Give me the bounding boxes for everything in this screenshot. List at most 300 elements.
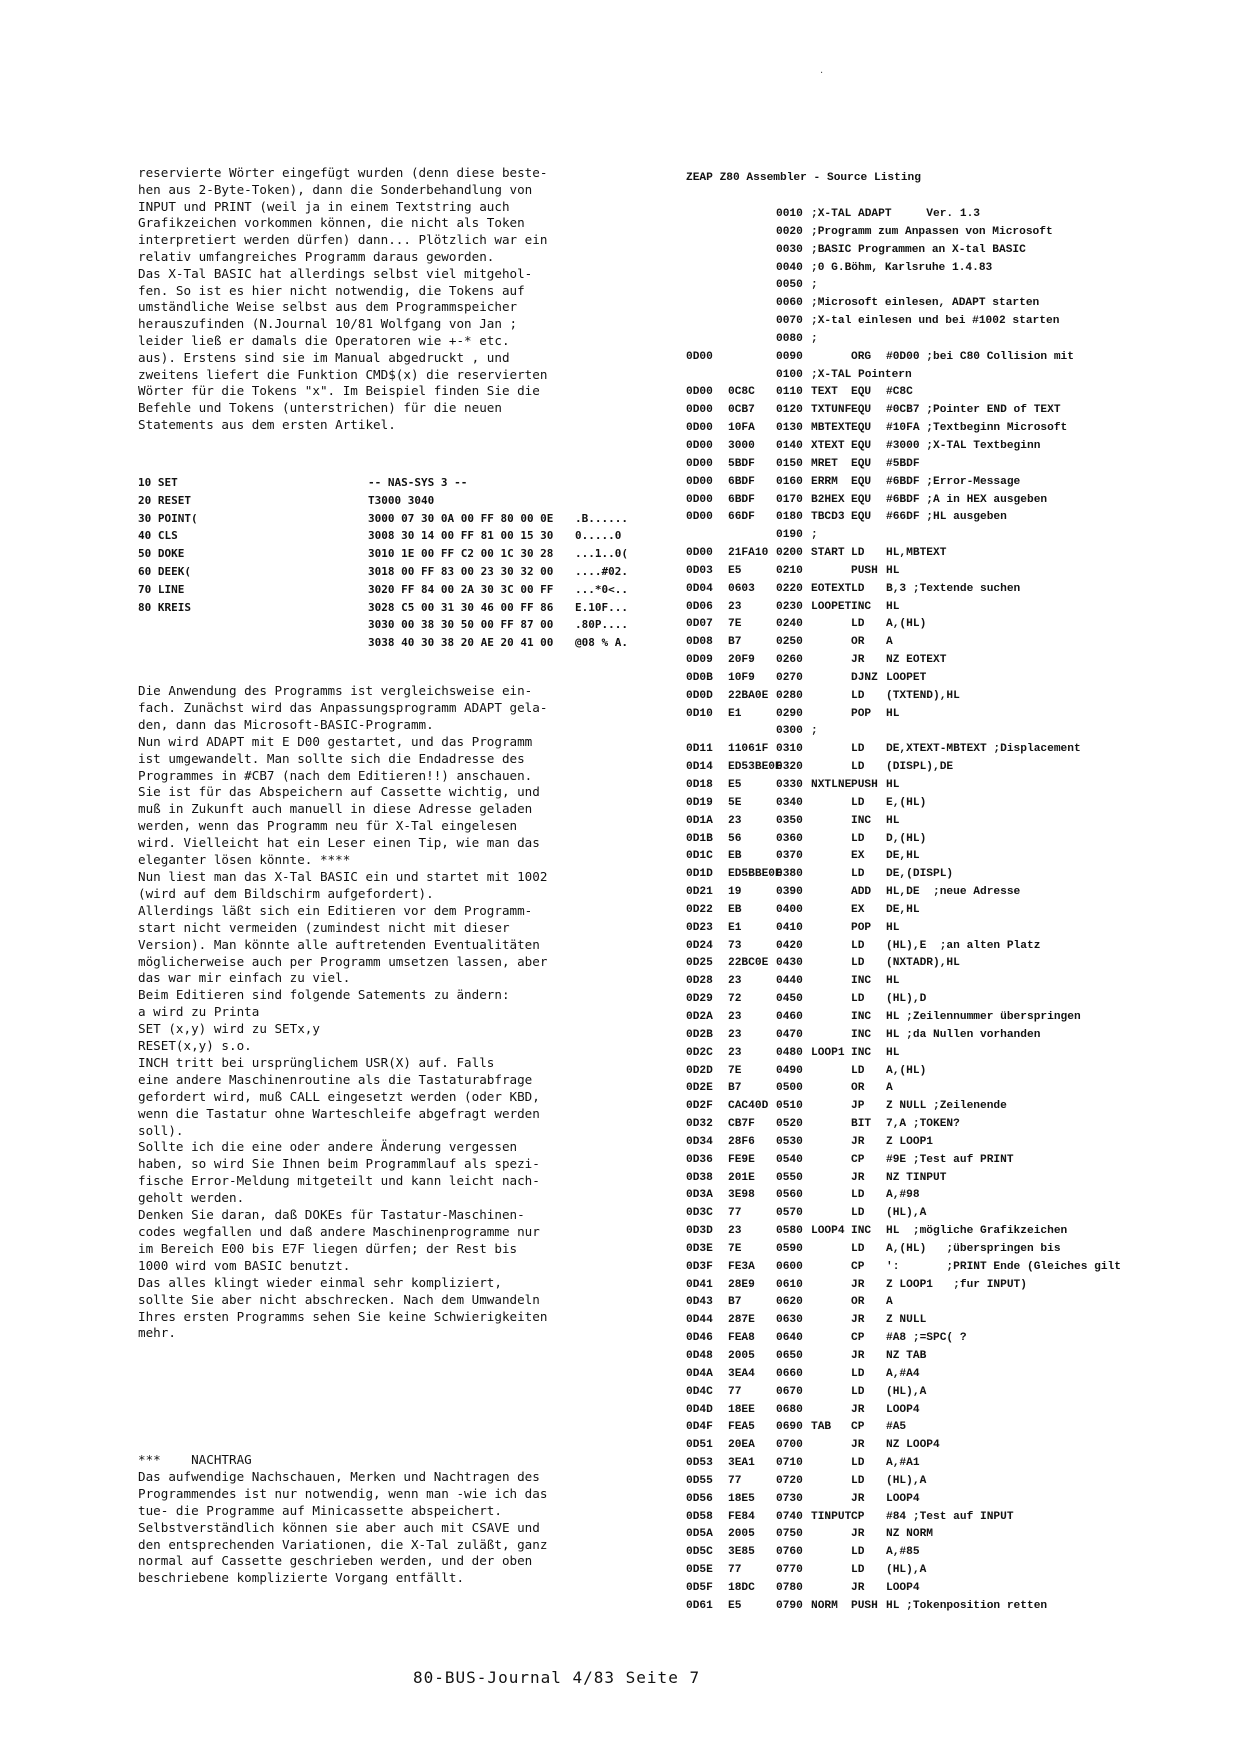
- asm-row: [686, 743, 1206, 761]
- asm-code: FEA5: [728, 1421, 755, 1434]
- asm-line: 0700: [776, 1439, 803, 1452]
- asm-row: [686, 458, 1206, 476]
- asm-row: [686, 440, 1206, 458]
- asm-row: [686, 1564, 1206, 1582]
- asm-arg: #A8 ;=SPC( ?: [886, 1332, 967, 1345]
- asm-addr: 0D00: [686, 439, 713, 452]
- asm-code: 5E: [728, 796, 742, 809]
- asm-lab: ;: [811, 332, 818, 345]
- asm-op: LD: [851, 743, 865, 756]
- text-line: a wird zu Printa: [138, 1004, 260, 1020]
- text-line: Beim Editieren sind folgende Satements zu ändern:: [138, 987, 510, 1003]
- asm-addr: 0D43: [686, 1296, 713, 1309]
- text-line: Das X-Tal BASIC hat allerdings selbst viel mitgehol-: [138, 265, 533, 281]
- asm-line: 0680: [776, 1403, 803, 1416]
- asm-line: 0060: [776, 297, 803, 310]
- intro-text: [138, 165, 618, 434]
- asm-code: 73: [728, 939, 742, 952]
- assembler-listing: [686, 172, 1206, 1618]
- asm-row: [686, 1386, 1206, 1404]
- asm-lab: ;: [811, 529, 818, 542]
- asm-op: INC: [851, 600, 872, 613]
- asm-op: LD: [851, 582, 865, 595]
- asm-addr: 0D00: [686, 457, 713, 470]
- text-line: wird. Vielleicht hat ein Leser einen Tip, wie man das: [138, 835, 540, 851]
- text-line: ist umgewandelt. Man sollte sich die Endadresse des: [138, 750, 525, 766]
- asm-code: FE9E: [728, 1153, 755, 1166]
- asm-row: [686, 1475, 1206, 1493]
- asm-op: EQU: [851, 404, 872, 417]
- asm-code: 3000: [728, 439, 755, 452]
- text-line: umständliche Weise selbst aus dem Programmspeicher: [138, 299, 518, 315]
- asm-code: 0CB7: [728, 404, 755, 417]
- asm-row: [686, 1296, 1206, 1314]
- asm-code: 7E: [728, 1242, 742, 1255]
- asm-arg: (DISPL),DE: [886, 761, 954, 774]
- asm-addr: 0D38: [686, 1171, 713, 1184]
- asm-line: 0520: [776, 1118, 803, 1131]
- asm-line: 0740: [776, 1510, 803, 1523]
- asm-code: 3E85: [728, 1546, 755, 1559]
- asm-line: 0320: [776, 761, 803, 774]
- asm-line: 0230: [776, 600, 803, 613]
- asm-addr: 0D46: [686, 1332, 713, 1345]
- asm-op: INC: [851, 1010, 872, 1023]
- asm-addr: 0D24: [686, 939, 713, 952]
- asm-code: 10FA: [728, 422, 755, 435]
- asm-lab: ERRM: [811, 475, 838, 488]
- asm-row: [686, 1600, 1206, 1618]
- listing-ascii: E.10F...: [575, 600, 628, 614]
- asm-arg: E,(HL): [886, 796, 927, 809]
- asm-arg: A,(HL): [886, 618, 927, 631]
- asm-op: LD: [851, 1367, 865, 1380]
- asm-line: 0610: [776, 1278, 803, 1291]
- asm-arg: LOOP4: [886, 1403, 920, 1416]
- asm-arg: Z NULL ;Zeilenende: [886, 1100, 1007, 1113]
- asm-line: 0440: [776, 975, 803, 988]
- asm-line: 0560: [776, 1189, 803, 1202]
- asm-row: [686, 797, 1206, 815]
- asm-line: 0100: [776, 368, 803, 381]
- asm-code: 6BDF: [728, 493, 755, 506]
- asm-code: 22BC0E: [728, 957, 769, 970]
- asm-arg: A,#A4: [886, 1367, 920, 1380]
- text-line: INCH tritt bei ursprünglichem USR(X) auf. Falls: [138, 1054, 495, 1070]
- asm-row: [686, 1207, 1206, 1225]
- text-line: Befehle und Tokens (unterstrichen) für die neuen: [138, 400, 502, 416]
- asm-line: 0490: [776, 1064, 803, 1077]
- text-line: beschriebene komplizierte Vorgang entfällt.: [138, 1570, 465, 1586]
- asm-line: 0570: [776, 1207, 803, 1220]
- asm-row: [686, 636, 1206, 654]
- listing-row: [138, 616, 638, 634]
- asm-lab: EOTEXT: [811, 582, 852, 595]
- listing-stmt: 80 KREIS: [138, 600, 191, 614]
- asm-line: 0770: [776, 1564, 803, 1577]
- text-line: reservierte Wörter eingefügt wurden (denn diese beste-: [138, 165, 548, 180]
- asm-arg: HL,MBTEXT: [886, 547, 947, 560]
- asm-addr: 0D14: [686, 761, 713, 774]
- listing-stmt: 30 POINT(: [138, 511, 198, 525]
- asm-row: [686, 494, 1206, 512]
- listing-stmt: 40 CLS: [138, 529, 178, 543]
- asm-line: 0140: [776, 439, 803, 452]
- asm-op: LD: [851, 868, 865, 881]
- listing-ascii: ...*0<..: [575, 582, 628, 596]
- asm-arg: HL: [886, 564, 900, 577]
- asm-addr: 0D5C: [686, 1546, 713, 1559]
- asm-addr: 0D58: [686, 1510, 713, 1523]
- asm-row: [686, 708, 1206, 726]
- asm-arg: HL ;da Nullen vorhanden: [886, 1028, 1041, 1041]
- asm-arg: A,#98: [886, 1189, 920, 1202]
- asm-op: LD: [851, 832, 865, 845]
- asm-row: [686, 1439, 1206, 1457]
- asm-line: 0670: [776, 1385, 803, 1398]
- asm-line: 0330: [776, 779, 803, 791]
- asm-arg: (HL),E ;an alten Platz: [886, 939, 1041, 952]
- asm-op: LD: [851, 1457, 865, 1470]
- asm-arg: A: [886, 636, 893, 649]
- asm-row: [686, 476, 1206, 494]
- asm-addr: 0D44: [686, 1314, 713, 1327]
- asm-arg: A: [886, 1296, 893, 1309]
- asm-addr: 0D1A: [686, 814, 713, 827]
- asm-line: 0220: [776, 582, 803, 595]
- text-line: codes wegfallen und daß andere Maschinenprogramme nur: [138, 1224, 540, 1239]
- asm-addr: 0D55: [686, 1474, 713, 1487]
- asm-code: 23: [728, 1028, 742, 1041]
- text-line: (wird auf dem Bildschirm aufgefordert).: [138, 885, 434, 901]
- text-line: Wörter für die Tokens "x". Im Beispiel finden Sie die: [138, 383, 540, 399]
- asm-lab: ;X-tal einlesen und bei #1002 starten: [811, 315, 1060, 328]
- text-line: haben, so wird Sie Ihnen beim Programmlauf als spezi-: [138, 1156, 540, 1172]
- text-line: fach. Zunächst wird das Anpassungsprogramm ADAPT gela-: [138, 699, 548, 715]
- asm-code: 21FA10: [728, 547, 769, 560]
- asm-row: [686, 1011, 1206, 1029]
- asm-op: LD: [851, 689, 865, 702]
- asm-addr: 0D00: [686, 422, 713, 435]
- asm-op: LD: [851, 1474, 865, 1487]
- asm-code: 66DF: [728, 511, 755, 524]
- listing-row: [138, 563, 638, 581]
- asm-addr: 0D36: [686, 1153, 713, 1166]
- text-line: Nun liest man das X-Tal BASIC ein und startet mit 1002: [138, 868, 548, 884]
- listing-hex: 3030 00 38 30 50 00 FF 87 00: [368, 618, 554, 632]
- asm-row: [686, 1279, 1206, 1297]
- asm-op: EQU: [851, 493, 872, 506]
- asm-arg: (HL),A: [886, 1474, 927, 1487]
- asm-addr: 0D5E: [686, 1564, 713, 1577]
- asm-code: E5: [728, 779, 742, 791]
- asm-line: 0020: [776, 225, 803, 238]
- asm-line: 0050: [776, 279, 803, 292]
- asm-line: 0120: [776, 404, 803, 417]
- text-line: gefordert wird, muß CALL eingesetzt werden (oder KBD,: [138, 1088, 540, 1104]
- asm-row: [686, 618, 1206, 636]
- asm-line: 0340: [776, 796, 803, 809]
- asm-op: EQU: [851, 457, 872, 470]
- asm-addr: 0D41: [686, 1278, 713, 1291]
- asm-line: 0550: [776, 1171, 803, 1184]
- asm-arg: #A5: [886, 1421, 907, 1434]
- listing-stmt: 10 SET: [138, 476, 178, 489]
- asm-addr: 0D53: [686, 1457, 713, 1470]
- asm-op: LD: [851, 1207, 865, 1220]
- asm-arg: #3000 ;X-TAL Textbeginn: [886, 439, 1041, 452]
- asm-op: LD: [851, 1064, 865, 1077]
- asm-line: 0190: [776, 529, 803, 542]
- scan-speck: ·: [820, 68, 824, 79]
- asm-code: 56: [728, 832, 742, 845]
- asm-addr: 0D1B: [686, 832, 713, 845]
- asm-row: [686, 244, 1206, 262]
- asm-code: 2005: [728, 1528, 755, 1541]
- asm-line: 0200: [776, 547, 803, 560]
- asm-arg: ': ;PRINT Ende (Gleiches gilt: [886, 1260, 1121, 1273]
- asm-addr: 0D3F: [686, 1260, 713, 1273]
- asm-addr: 0D32: [686, 1118, 713, 1131]
- asm-code: 23: [728, 814, 742, 827]
- asm-row: [686, 1332, 1206, 1350]
- body-text: [138, 683, 618, 1342]
- text-line: Statements aus dem ersten Artikel.: [138, 416, 396, 432]
- asm-arg: #6BDF ;Error-Message: [886, 475, 1021, 488]
- listing-hex: 3000 07 30 0A 00 FF 80 00 0E: [368, 511, 554, 525]
- asm-row: [686, 297, 1206, 315]
- asm-line: 0620: [776, 1296, 803, 1309]
- text-line: Programmendes ist nur notwendig, wenn man -wie ich das: [138, 1485, 548, 1501]
- asm-code: 3E98: [728, 1189, 755, 1202]
- asm-row: [686, 208, 1206, 226]
- asm-line: 0600: [776, 1260, 803, 1273]
- asm-arg: HL: [886, 779, 900, 791]
- asm-line: 0250: [776, 636, 803, 649]
- asm-lab: ;BASIC Programmen an X-tal BASIC: [811, 243, 1026, 256]
- asm-arg: HL: [886, 707, 900, 720]
- asm-addr: 0D56: [686, 1492, 713, 1505]
- asm-code: 28E9: [728, 1278, 755, 1291]
- text-line: fen. So ist es hier nicht notwendig, die Tokens auf: [138, 282, 525, 298]
- asm-line: 0010: [776, 208, 803, 220]
- asm-op: JR: [851, 1492, 865, 1505]
- asm-addr: 0D00: [686, 511, 713, 524]
- listing-hex: -- NAS-SYS 3 --: [368, 476, 468, 489]
- asm-line: 0480: [776, 1046, 803, 1059]
- asm-op: LD: [851, 1546, 865, 1559]
- asm-line: 0070: [776, 315, 803, 328]
- asm-op: PUSH: [851, 1599, 878, 1612]
- text-line: möglicherweise auch per Programm umsetzen lassen, aber: [138, 953, 548, 969]
- asm-code: 28F6: [728, 1135, 755, 1148]
- asm-op: CP: [851, 1153, 865, 1166]
- text-line: geholt werden.: [138, 1190, 245, 1206]
- asm-op: JR: [851, 1439, 865, 1452]
- asm-row: [686, 1493, 1206, 1511]
- listing-hex: 3018 00 FF 83 00 23 30 32 00: [368, 564, 554, 578]
- asm-line: 0460: [776, 1010, 803, 1023]
- asm-addr: 0D00: [686, 475, 713, 488]
- asm-code: 22BA0E: [728, 689, 769, 702]
- asm-code: FE84: [728, 1510, 755, 1523]
- asm-op: LD: [851, 1564, 865, 1577]
- nachtrag-title: *** NACHTRAG: [138, 1452, 252, 1467]
- asm-addr: 0D61: [686, 1599, 713, 1612]
- asm-arg: #0CB7 ;Pointer END of TEXT: [886, 404, 1061, 417]
- asm-op: JR: [851, 1135, 865, 1148]
- asm-line: 0160: [776, 475, 803, 488]
- text-line: aus). Erstens sind sie im Manual abgedruckt , und: [138, 349, 510, 365]
- asm-lab: ;0 G.Böhm, Karlsruhe 1.4.83: [811, 261, 993, 274]
- asm-lab: TEXT: [811, 386, 838, 399]
- asm-addr: 0D48: [686, 1350, 713, 1362]
- page-footer: 80-BUS-Journal 4/83 Seite 7: [413, 1668, 701, 1687]
- asm-line: 0760: [776, 1546, 803, 1559]
- asm-row: [686, 850, 1206, 868]
- asm-lab: LOOP1: [811, 1046, 845, 1059]
- asm-row: [686, 815, 1206, 833]
- asm-row: [686, 369, 1206, 387]
- text-line: tue- die Programme auf Minicassette abspeichert.: [138, 1502, 502, 1518]
- text-line: INPUT und PRINT (weil ja in einem Textstring auch: [138, 198, 510, 214]
- asm-arg: (HL),A: [886, 1207, 927, 1220]
- asm-row: [686, 672, 1206, 690]
- asm-arg: NZ NORM: [886, 1528, 933, 1541]
- asm-addr: 0D3A: [686, 1189, 713, 1202]
- asm-op: LD: [851, 1385, 865, 1398]
- asm-lab: TAB: [811, 1421, 832, 1434]
- asm-op: PUSH: [851, 564, 878, 577]
- asm-row: [686, 993, 1206, 1011]
- asm-arg: HL ;mögliche Grafikzeichen: [886, 1225, 1068, 1238]
- asm-op: LD: [851, 796, 865, 809]
- asm-arg: (NXTADR),HL: [886, 957, 960, 970]
- asm-arg: Z LOOP1: [886, 1135, 933, 1148]
- asm-line: 0110: [776, 386, 803, 399]
- asm-line: 0790: [776, 1599, 803, 1612]
- asm-code: 0C8C: [728, 386, 755, 399]
- asm-addr: 0D0B: [686, 671, 713, 684]
- asm-op: CP: [851, 1421, 865, 1434]
- listing-ascii: @08 % A.: [575, 636, 628, 650]
- asm-arg: (TXTEND),HL: [886, 689, 960, 702]
- asm-arg: LOOPET: [886, 671, 927, 684]
- asm-code: 20EA: [728, 1439, 755, 1452]
- asm-row: [686, 904, 1206, 922]
- asm-code: 23: [728, 975, 742, 988]
- asm-lab: TBCD3: [811, 511, 845, 524]
- asm-code: 5BDF: [728, 457, 755, 470]
- asm-line: 0270: [776, 671, 803, 684]
- asm-row: [686, 725, 1206, 743]
- listing-stmt: 60 DEEK(: [138, 564, 191, 578]
- text-line: normal auf Cassette geschrieben werden, und der oben: [138, 1553, 533, 1569]
- asm-op: INC: [851, 1225, 872, 1238]
- asm-addr: 0D2A: [686, 1010, 713, 1023]
- asm-op: LD: [851, 1242, 865, 1255]
- asm-code: ED5BBE0E: [728, 868, 782, 881]
- asm-addr: 0D2D: [686, 1064, 713, 1077]
- asm-addr: 0D2E: [686, 1082, 713, 1095]
- asm-code: 3EA1: [728, 1457, 755, 1470]
- text-line: Denken Sie daran, daß DOKEs für Tastatur-Maschinen-: [138, 1207, 525, 1223]
- asm-line: 0660: [776, 1367, 803, 1380]
- asm-addr: 0D1D: [686, 868, 713, 881]
- asm-line: 0240: [776, 618, 803, 631]
- asm-line: 0730: [776, 1492, 803, 1505]
- asm-op: JR: [851, 1314, 865, 1327]
- asm-code: FE3A: [728, 1260, 755, 1273]
- asm-op: LD: [851, 547, 865, 560]
- asm-op: JP: [851, 1100, 865, 1113]
- asm-line: 0430: [776, 957, 803, 970]
- asm-addr: 0D2F: [686, 1100, 713, 1113]
- text-line: start nicht vermeiden (zumindest nicht mit dieser: [138, 919, 510, 935]
- asm-op: LD: [851, 618, 865, 631]
- asm-addr: 0D0D: [686, 689, 713, 702]
- asm-row: [686, 1047, 1206, 1065]
- asm-addr: 0D10: [686, 707, 713, 720]
- asm-addr: 0D3C: [686, 1207, 713, 1220]
- listing-row: [138, 545, 638, 563]
- asm-line: 0400: [776, 903, 803, 916]
- listing-header: ZEAP Z80 Assembler - Source Listing: [686, 172, 921, 184]
- asm-lab: LOOPET: [811, 600, 852, 613]
- asm-row: [686, 1546, 1206, 1564]
- listing-row: [138, 474, 638, 492]
- asm-addr: 0D11: [686, 743, 713, 756]
- asm-arg: DE,XTEXT-MBTEXT ;Displacement: [886, 743, 1081, 756]
- asm-line: 0210: [776, 564, 803, 577]
- asm-lab: ;Programm zum Anpassen von Microsoft: [811, 225, 1053, 238]
- asm-arg: HL,DE ;neue Adresse: [886, 886, 1021, 899]
- asm-addr: 0D3D: [686, 1225, 713, 1238]
- asm-arg: #0D00 ;bei C80 Collision mit: [886, 350, 1074, 363]
- asm-arg: NZ LOOP4: [886, 1439, 940, 1452]
- text-line: soll).: [138, 1122, 184, 1138]
- asm-addr: 0D2C: [686, 1046, 713, 1059]
- asm-addr: 0D00: [686, 404, 713, 417]
- asm-op: EX: [851, 903, 865, 916]
- asm-row: [686, 1368, 1206, 1386]
- asm-addr: 0D25: [686, 957, 713, 970]
- asm-code: B7: [728, 636, 742, 649]
- listing-hex: 3008 30 14 00 FF 81 00 15 30: [368, 529, 554, 543]
- asm-addr: 0D06: [686, 600, 713, 613]
- asm-row: [686, 1528, 1206, 1546]
- asm-op: JR: [851, 654, 865, 667]
- asm-row: [686, 1082, 1206, 1100]
- asm-line: 0780: [776, 1581, 803, 1594]
- text-line: fische Error-Meldung mitgeteilt und kann leicht nach-: [138, 1173, 540, 1189]
- nachtrag-section: [138, 1452, 618, 1587]
- listing-row: [138, 599, 638, 617]
- asm-code: 18EE: [728, 1403, 755, 1416]
- asm-row: [686, 333, 1206, 351]
- asm-arg: Z NULL: [886, 1314, 927, 1327]
- asm-op: ORG: [851, 350, 872, 363]
- asm-line: 0630: [776, 1314, 803, 1327]
- asm-lab: MBTEXT: [811, 422, 852, 435]
- asm-code: 19: [728, 886, 742, 899]
- nachtrag-text: [138, 1469, 618, 1587]
- asm-addr: 0D3E: [686, 1242, 713, 1255]
- text-line: SET (x,y) wird zu SETx,y: [138, 1021, 320, 1037]
- listing-row: [138, 492, 638, 510]
- text-line: Nun wird ADAPT mit E D00 gestartet, und das Programm: [138, 733, 533, 749]
- asm-row: [686, 1261, 1206, 1279]
